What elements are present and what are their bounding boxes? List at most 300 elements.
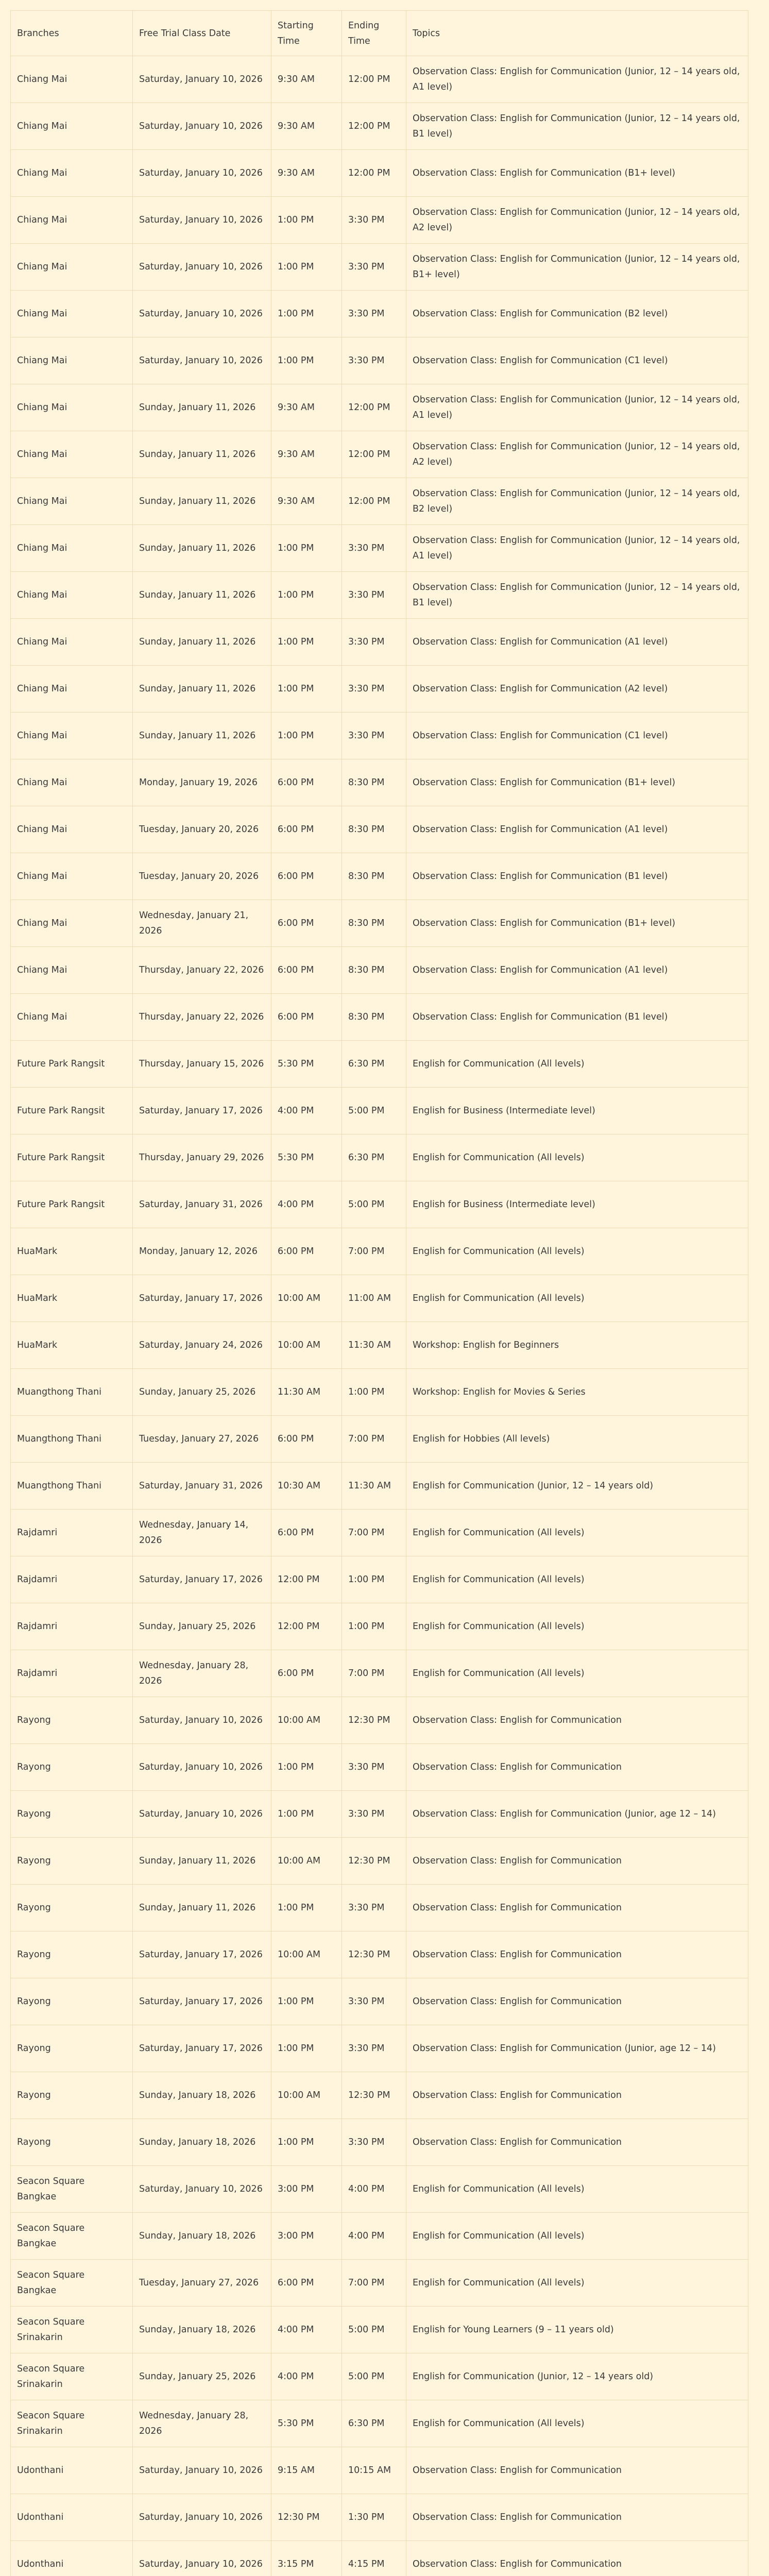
topic-cell: English for Communication (All levels) (406, 1134, 748, 1181)
date-cell: Saturday, January 17, 2026 (133, 1978, 271, 2025)
end-time-cell: 12:00 PM (342, 56, 406, 103)
start-time-cell: 1:00 PM (271, 337, 342, 384)
start-time-cell: 10:00 AM (271, 2072, 342, 2119)
table-row (11, 1697, 748, 1744)
end-time-cell: 8:30 PM (342, 994, 406, 1041)
end-time-cell: 12:00 PM (342, 103, 406, 150)
end-time-cell: 3:30 PM (342, 2119, 406, 2166)
start-time-cell: 4:00 PM (271, 2307, 342, 2353)
topic-cell: Observation Class: English for Communication (Junior, 12 – 14 years old, A1 level) (406, 384, 748, 431)
date-cell: Tuesday, January 27, 2026 (133, 2260, 271, 2307)
end-time-cell: 3:30 PM (342, 666, 406, 713)
table-row (11, 1463, 748, 1510)
start-time-cell: 9:30 AM (271, 478, 342, 525)
branch-cell: Chiang Mai (11, 994, 133, 1041)
end-time-cell: 12:00 PM (342, 384, 406, 431)
branch-cell: Rayong (11, 1931, 133, 1978)
table-row (11, 384, 748, 431)
topic-cell: English for Communication (All levels) (406, 2400, 748, 2447)
end-time-cell: 4:15 PM (342, 2541, 406, 2576)
start-time-cell: 9:30 AM (271, 103, 342, 150)
branch-cell: Chiang Mai (11, 56, 133, 103)
table-row (11, 2447, 748, 2494)
branch-cell: Rayong (11, 2025, 133, 2072)
start-time-cell: 9:30 AM (271, 150, 342, 197)
topic-cell: English for Communication (All levels) (406, 2166, 748, 2213)
start-time-cell: 11:30 AM (271, 1369, 342, 1416)
table-row (11, 1275, 748, 1322)
table-row (11, 1041, 748, 1088)
end-time-cell: 12:00 PM (342, 431, 406, 478)
start-time-cell: 1:00 PM (271, 291, 342, 337)
table-row (11, 525, 748, 572)
date-cell: Sunday, January 18, 2026 (133, 2072, 271, 2119)
end-time-cell: 8:30 PM (342, 900, 406, 947)
start-time-cell: 6:00 PM (271, 947, 342, 994)
start-time-cell: 6:00 PM (271, 806, 342, 853)
start-time-cell: 1:00 PM (271, 244, 342, 291)
topic-cell: Observation Class: English for Communication (406, 2494, 748, 2541)
table-row (11, 2166, 748, 2213)
start-time-cell: 1:00 PM (271, 1744, 342, 1791)
branch-cell: Muangthong Thani (11, 1416, 133, 1463)
date-cell: Saturday, January 24, 2026 (133, 1322, 271, 1369)
branch-cell: Chiang Mai (11, 806, 133, 853)
date-cell: Sunday, January 25, 2026 (133, 2353, 271, 2400)
table-row (11, 291, 748, 337)
end-time-cell: 3:30 PM (342, 197, 406, 244)
table-row (11, 2494, 748, 2541)
start-time-cell: 9:30 AM (271, 56, 342, 103)
start-time-cell: 3:15 PM (271, 2541, 342, 2576)
branch-cell: Chiang Mai (11, 666, 133, 713)
date-cell: Sunday, January 11, 2026 (133, 1885, 271, 1931)
table-row (11, 619, 748, 666)
table-row (11, 1931, 748, 1978)
date-cell: Saturday, January 10, 2026 (133, 244, 271, 291)
date-cell: Saturday, January 31, 2026 (133, 1463, 271, 1510)
start-time-cell: 1:00 PM (271, 1978, 342, 2025)
branch-cell: HuaMark (11, 1322, 133, 1369)
end-time-cell: 1:00 PM (342, 1369, 406, 1416)
end-time-cell: 1:30 PM (342, 2494, 406, 2541)
table-row (11, 900, 748, 947)
branch-cell: Chiang Mai (11, 337, 133, 384)
table-row (11, 1603, 748, 1650)
topic-cell: Observation Class: English for Communication (B1 level) (406, 994, 748, 1041)
table-row (11, 2213, 748, 2260)
topic-cell: English for Communication (Junior, 12 – 14 years old) (406, 1463, 748, 1510)
table-row (11, 1885, 748, 1931)
topic-cell: Observation Class: English for Communication (B1 level) (406, 853, 748, 900)
end-time-cell: 3:30 PM (342, 1744, 406, 1791)
branch-cell: Future Park Rangsit (11, 1088, 133, 1134)
table-row (11, 2072, 748, 2119)
branch-cell: Future Park Rangsit (11, 1134, 133, 1181)
date-cell: Saturday, January 10, 2026 (133, 1791, 271, 1838)
date-cell: Saturday, January 10, 2026 (133, 2494, 271, 2541)
date-cell: Wednesday, January 28, 2026 (133, 2400, 271, 2447)
table-row (11, 431, 748, 478)
branch-cell: Chiang Mai (11, 197, 133, 244)
column-header-topics: Topics (406, 11, 748, 56)
topic-cell: Observation Class: English for Communication (406, 1931, 748, 1978)
start-time-cell: 5:30 PM (271, 1041, 342, 1088)
branch-cell: Chiang Mai (11, 713, 133, 759)
start-time-cell: 1:00 PM (271, 197, 342, 244)
branch-cell: Udonthani (11, 2494, 133, 2541)
branch-cell: Muangthong Thani (11, 1369, 133, 1416)
date-cell: Sunday, January 11, 2026 (133, 431, 271, 478)
topic-cell: Observation Class: English for Communication (406, 2072, 748, 2119)
date-cell: Tuesday, January 20, 2026 (133, 806, 271, 853)
date-cell: Sunday, January 11, 2026 (133, 525, 271, 572)
topic-cell: Observation Class: English for Communication (Junior, 12 – 14 years old, B2 level) (406, 478, 748, 525)
topic-cell: English for Business (Intermediate level) (406, 1181, 748, 1228)
branch-cell: Seacon Square Srinakarin (11, 2353, 133, 2400)
end-time-cell: 3:30 PM (342, 244, 406, 291)
branch-cell: Chiang Mai (11, 619, 133, 666)
start-time-cell: 1:00 PM (271, 2119, 342, 2166)
start-time-cell: 12:00 PM (271, 1603, 342, 1650)
end-time-cell: 3:30 PM (342, 525, 406, 572)
topic-cell: Observation Class: English for Communication (Junior, 12 – 14 years old, A1 level) (406, 525, 748, 572)
branch-cell: Seacon Square Bangkae (11, 2260, 133, 2307)
branch-cell: Seacon Square Srinakarin (11, 2400, 133, 2447)
table-body (11, 56, 748, 2576)
start-time-cell: 9:30 AM (271, 384, 342, 431)
start-time-cell: 10:00 AM (271, 1275, 342, 1322)
topic-cell: Observation Class: English for Communication (A1 level) (406, 806, 748, 853)
date-cell: Saturday, January 31, 2026 (133, 1181, 271, 1228)
end-time-cell: 5:00 PM (342, 2353, 406, 2400)
start-time-cell: 12:30 PM (271, 2494, 342, 2541)
branch-cell: Rajdamri (11, 1650, 133, 1697)
date-cell: Tuesday, January 27, 2026 (133, 1416, 271, 1463)
topic-cell: Observation Class: English for Communication (B1+ level) (406, 759, 748, 806)
topic-cell: Observation Class: English for Communication (406, 2119, 748, 2166)
start-time-cell: 5:30 PM (271, 1134, 342, 1181)
branch-cell: Chiang Mai (11, 853, 133, 900)
date-cell: Saturday, January 10, 2026 (133, 2166, 271, 2213)
branch-cell: Chiang Mai (11, 900, 133, 947)
table-row (11, 1838, 748, 1885)
date-cell: Saturday, January 17, 2026 (133, 1088, 271, 1134)
table-row (11, 994, 748, 1041)
date-cell: Saturday, January 10, 2026 (133, 1744, 271, 1791)
date-cell: Saturday, January 10, 2026 (133, 2541, 271, 2576)
end-time-cell: 12:30 PM (342, 2072, 406, 2119)
start-time-cell: 12:00 PM (271, 1556, 342, 1603)
end-time-cell: 7:00 PM (342, 2260, 406, 2307)
branch-cell: HuaMark (11, 1275, 133, 1322)
end-time-cell: 7:00 PM (342, 1650, 406, 1697)
topic-cell: English for Young Learners (9 – 11 years old) (406, 2307, 748, 2353)
table-row (11, 56, 748, 103)
branch-cell: Seacon Square Bangkae (11, 2213, 133, 2260)
start-time-cell: 4:00 PM (271, 1088, 342, 1134)
end-time-cell: 12:30 PM (342, 1838, 406, 1885)
end-time-cell: 7:00 PM (342, 1416, 406, 1463)
topic-cell: English for Business (Intermediate level) (406, 1088, 748, 1134)
end-time-cell: 12:00 PM (342, 150, 406, 197)
topic-cell: English for Hobbies (All levels) (406, 1416, 748, 1463)
table-row (11, 1134, 748, 1181)
date-cell: Monday, January 19, 2026 (133, 759, 271, 806)
date-cell: Sunday, January 18, 2026 (133, 2307, 271, 2353)
date-cell: Thursday, January 15, 2026 (133, 1041, 271, 1088)
end-time-cell: 12:30 PM (342, 1697, 406, 1744)
end-time-cell: 3:30 PM (342, 2025, 406, 2072)
topic-cell: Observation Class: English for Communication (C1 level) (406, 337, 748, 384)
topic-cell: Observation Class: English for Communication (Junior, 12 – 14 years old, B1+ level) (406, 244, 748, 291)
date-cell: Thursday, January 22, 2026 (133, 994, 271, 1041)
end-time-cell: 3:30 PM (342, 619, 406, 666)
end-time-cell: 10:15 AM (342, 2447, 406, 2494)
branch-cell: Chiang Mai (11, 947, 133, 994)
table-row (11, 1416, 748, 1463)
end-time-cell: 12:30 PM (342, 1931, 406, 1978)
topic-cell: Observation Class: English for Communication (B2 level) (406, 291, 748, 337)
end-time-cell: 7:00 PM (342, 1228, 406, 1275)
table-row (11, 666, 748, 713)
date-cell: Sunday, January 25, 2026 (133, 1369, 271, 1416)
topic-cell: Observation Class: English for Communication (406, 1978, 748, 2025)
end-time-cell: 11:00 AM (342, 1275, 406, 1322)
branch-cell: Udonthani (11, 2541, 133, 2576)
topic-cell: English for Communication (All levels) (406, 1041, 748, 1088)
table-row (11, 2541, 748, 2576)
topic-cell: Observation Class: English for Communication (406, 1697, 748, 1744)
date-cell: Saturday, January 10, 2026 (133, 337, 271, 384)
end-time-cell: 4:00 PM (342, 2166, 406, 2213)
topic-cell: English for Communication (All levels) (406, 1510, 748, 1556)
branch-cell: Chiang Mai (11, 478, 133, 525)
topic-cell: Workshop: English for Movies & Series (406, 1369, 748, 1416)
table-row (11, 197, 748, 244)
start-time-cell: 1:00 PM (271, 713, 342, 759)
branch-cell: Rayong (11, 1744, 133, 1791)
schedule-table-container (10, 10, 748, 2576)
start-time-cell: 6:00 PM (271, 2260, 342, 2307)
start-time-cell: 6:00 PM (271, 900, 342, 947)
table-row (11, 947, 748, 994)
start-time-cell: 1:00 PM (271, 1885, 342, 1931)
start-time-cell: 1:00 PM (271, 619, 342, 666)
date-cell: Saturday, January 17, 2026 (133, 1556, 271, 1603)
topic-cell: Observation Class: English for Communication (Junior, age 12 – 14) (406, 1791, 748, 1838)
date-cell: Wednesday, January 28, 2026 (133, 1650, 271, 1697)
start-time-cell: 1:00 PM (271, 666, 342, 713)
table-row (11, 1181, 748, 1228)
branch-cell: Rajdamri (11, 1510, 133, 1556)
branch-cell: Chiang Mai (11, 759, 133, 806)
date-cell: Monday, January 12, 2026 (133, 1228, 271, 1275)
start-time-cell: 10:00 AM (271, 1838, 342, 1885)
topic-cell: English for Communication (All levels) (406, 1275, 748, 1322)
branch-cell: Rayong (11, 2119, 133, 2166)
end-time-cell: 4:00 PM (342, 2213, 406, 2260)
table-row (11, 244, 748, 291)
end-time-cell: 3:30 PM (342, 1885, 406, 1931)
end-time-cell: 3:30 PM (342, 713, 406, 759)
date-cell: Saturday, January 17, 2026 (133, 2025, 271, 2072)
start-time-cell: 6:00 PM (271, 1650, 342, 1697)
end-time-cell: 8:30 PM (342, 806, 406, 853)
end-time-cell: 8:30 PM (342, 759, 406, 806)
table-row (11, 1650, 748, 1697)
table-row (11, 1228, 748, 1275)
date-cell: Thursday, January 29, 2026 (133, 1134, 271, 1181)
table-row (11, 2025, 748, 2072)
start-time-cell: 9:15 AM (271, 2447, 342, 2494)
start-time-cell: 10:00 AM (271, 1322, 342, 1369)
start-time-cell: 6:00 PM (271, 1510, 342, 1556)
branch-cell: HuaMark (11, 1228, 133, 1275)
date-cell: Sunday, January 11, 2026 (133, 713, 271, 759)
topic-cell: Workshop: English for Beginners (406, 1322, 748, 1369)
column-header-branches: Branches (11, 11, 133, 56)
topic-cell: English for Communication (All levels) (406, 1650, 748, 1697)
topic-cell: Observation Class: English for Communication (B1+ level) (406, 900, 748, 947)
branch-cell: Chiang Mai (11, 431, 133, 478)
branch-cell: Chiang Mai (11, 244, 133, 291)
branch-cell: Chiang Mai (11, 525, 133, 572)
topic-cell: Observation Class: English for Communication (A2 level) (406, 666, 748, 713)
topic-cell: Observation Class: English for Communication (Junior, 12 – 14 years old, A2 level) (406, 431, 748, 478)
topic-cell: Observation Class: English for Communication (Junior, 12 – 14 years old, B1 level) (406, 103, 748, 150)
end-time-cell: 7:00 PM (342, 1510, 406, 1556)
table-row (11, 2307, 748, 2353)
date-cell: Sunday, January 18, 2026 (133, 2213, 271, 2260)
topic-cell: Observation Class: English for Communication (406, 1885, 748, 1931)
date-cell: Sunday, January 25, 2026 (133, 1603, 271, 1650)
start-time-cell: 6:00 PM (271, 853, 342, 900)
start-time-cell: 4:00 PM (271, 1181, 342, 1228)
topic-cell: Observation Class: English for Communication (C1 level) (406, 713, 748, 759)
branch-cell: Seacon Square Bangkae (11, 2166, 133, 2213)
table-row (11, 759, 748, 806)
column-header-date: Free Trial Class Date (133, 11, 271, 56)
table-row (11, 1978, 748, 2025)
branch-cell: Udonthani (11, 2447, 133, 2494)
start-time-cell: 10:30 AM (271, 1463, 342, 1510)
table-row (11, 150, 748, 197)
topic-cell: Observation Class: English for Communication (406, 2541, 748, 2576)
date-cell: Sunday, January 11, 2026 (133, 384, 271, 431)
branch-cell: Muangthong Thani (11, 1463, 133, 1510)
date-cell: Saturday, January 10, 2026 (133, 56, 271, 103)
topic-cell: English for Communication (All levels) (406, 1228, 748, 1275)
start-time-cell: 4:00 PM (271, 2353, 342, 2400)
date-cell: Sunday, January 11, 2026 (133, 619, 271, 666)
table-row (11, 853, 748, 900)
table-row (11, 103, 748, 150)
table-row (11, 1791, 748, 1838)
date-cell: Saturday, January 10, 2026 (133, 2447, 271, 2494)
topic-cell: Observation Class: English for Communication (A1 level) (406, 947, 748, 994)
end-time-cell: 8:30 PM (342, 947, 406, 994)
date-cell: Saturday, January 10, 2026 (133, 1697, 271, 1744)
date-cell: Sunday, January 18, 2026 (133, 2119, 271, 2166)
end-time-cell: 3:30 PM (342, 337, 406, 384)
start-time-cell: 9:30 AM (271, 431, 342, 478)
start-time-cell: 10:00 AM (271, 1697, 342, 1744)
date-cell: Saturday, January 10, 2026 (133, 291, 271, 337)
table-row (11, 1744, 748, 1791)
branch-cell: Chiang Mai (11, 291, 133, 337)
start-time-cell: 6:00 PM (271, 759, 342, 806)
end-time-cell: 1:00 PM (342, 1556, 406, 1603)
start-time-cell: 1:00 PM (271, 1791, 342, 1838)
topic-cell: Observation Class: English for Communication (Junior, 12 – 14 years old, A2 level) (406, 197, 748, 244)
table-row (11, 572, 748, 619)
column-header-starting-time: Starting Time (271, 11, 342, 56)
end-time-cell: 5:00 PM (342, 1088, 406, 1134)
table-row (11, 806, 748, 853)
date-cell: Saturday, January 17, 2026 (133, 1931, 271, 1978)
topic-cell: Observation Class: English for Communication (A1 level) (406, 619, 748, 666)
start-time-cell: 3:00 PM (271, 2213, 342, 2260)
start-time-cell: 6:00 PM (271, 1416, 342, 1463)
table-row (11, 2353, 748, 2400)
table-header (11, 11, 748, 56)
date-cell: Saturday, January 10, 2026 (133, 150, 271, 197)
branch-cell: Chiang Mai (11, 150, 133, 197)
end-time-cell: 1:00 PM (342, 1603, 406, 1650)
start-time-cell: 6:00 PM (271, 994, 342, 1041)
end-time-cell: 6:30 PM (342, 1134, 406, 1181)
branch-cell: Rayong (11, 1885, 133, 1931)
end-time-cell: 5:00 PM (342, 1181, 406, 1228)
start-time-cell: 1:00 PM (271, 572, 342, 619)
table-row (11, 2400, 748, 2447)
table-row (11, 2260, 748, 2307)
table-row (11, 1556, 748, 1603)
end-time-cell: 3:30 PM (342, 1978, 406, 2025)
topic-cell: Observation Class: English for Communication (B1+ level) (406, 150, 748, 197)
end-time-cell: 11:30 AM (342, 1322, 406, 1369)
topic-cell: Observation Class: English for Communication (406, 2447, 748, 2494)
end-time-cell: 3:30 PM (342, 572, 406, 619)
start-time-cell: 1:00 PM (271, 525, 342, 572)
branch-cell: Rayong (11, 1697, 133, 1744)
end-time-cell: 3:30 PM (342, 1791, 406, 1838)
table-row (11, 1510, 748, 1556)
header-row (11, 11, 748, 56)
date-cell: Sunday, January 11, 2026 (133, 666, 271, 713)
date-cell: Sunday, January 11, 2026 (133, 1838, 271, 1885)
table-row (11, 2119, 748, 2166)
date-cell: Wednesday, January 21, 2026 (133, 900, 271, 947)
branch-cell: Future Park Rangsit (11, 1041, 133, 1088)
topic-cell: English for Communication (Junior, 12 – 14 years old) (406, 2353, 748, 2400)
branch-cell: Seacon Square Srinakarin (11, 2307, 133, 2353)
end-time-cell: 6:30 PM (342, 1041, 406, 1088)
column-header-ending-time: Ending Time (342, 11, 406, 56)
topic-cell: Observation Class: English for Communication (Junior, 12 – 14 years old, B1 level) (406, 572, 748, 619)
end-time-cell: 12:00 PM (342, 478, 406, 525)
date-cell: Thursday, January 22, 2026 (133, 947, 271, 994)
date-cell: Saturday, January 10, 2026 (133, 103, 271, 150)
end-time-cell: 5:00 PM (342, 2307, 406, 2353)
start-time-cell: 1:00 PM (271, 2025, 342, 2072)
table-row (11, 478, 748, 525)
end-time-cell: 8:30 PM (342, 853, 406, 900)
date-cell: Saturday, January 17, 2026 (133, 1275, 271, 1322)
date-cell: Sunday, January 11, 2026 (133, 478, 271, 525)
topic-cell: English for Communication (All levels) (406, 2260, 748, 2307)
